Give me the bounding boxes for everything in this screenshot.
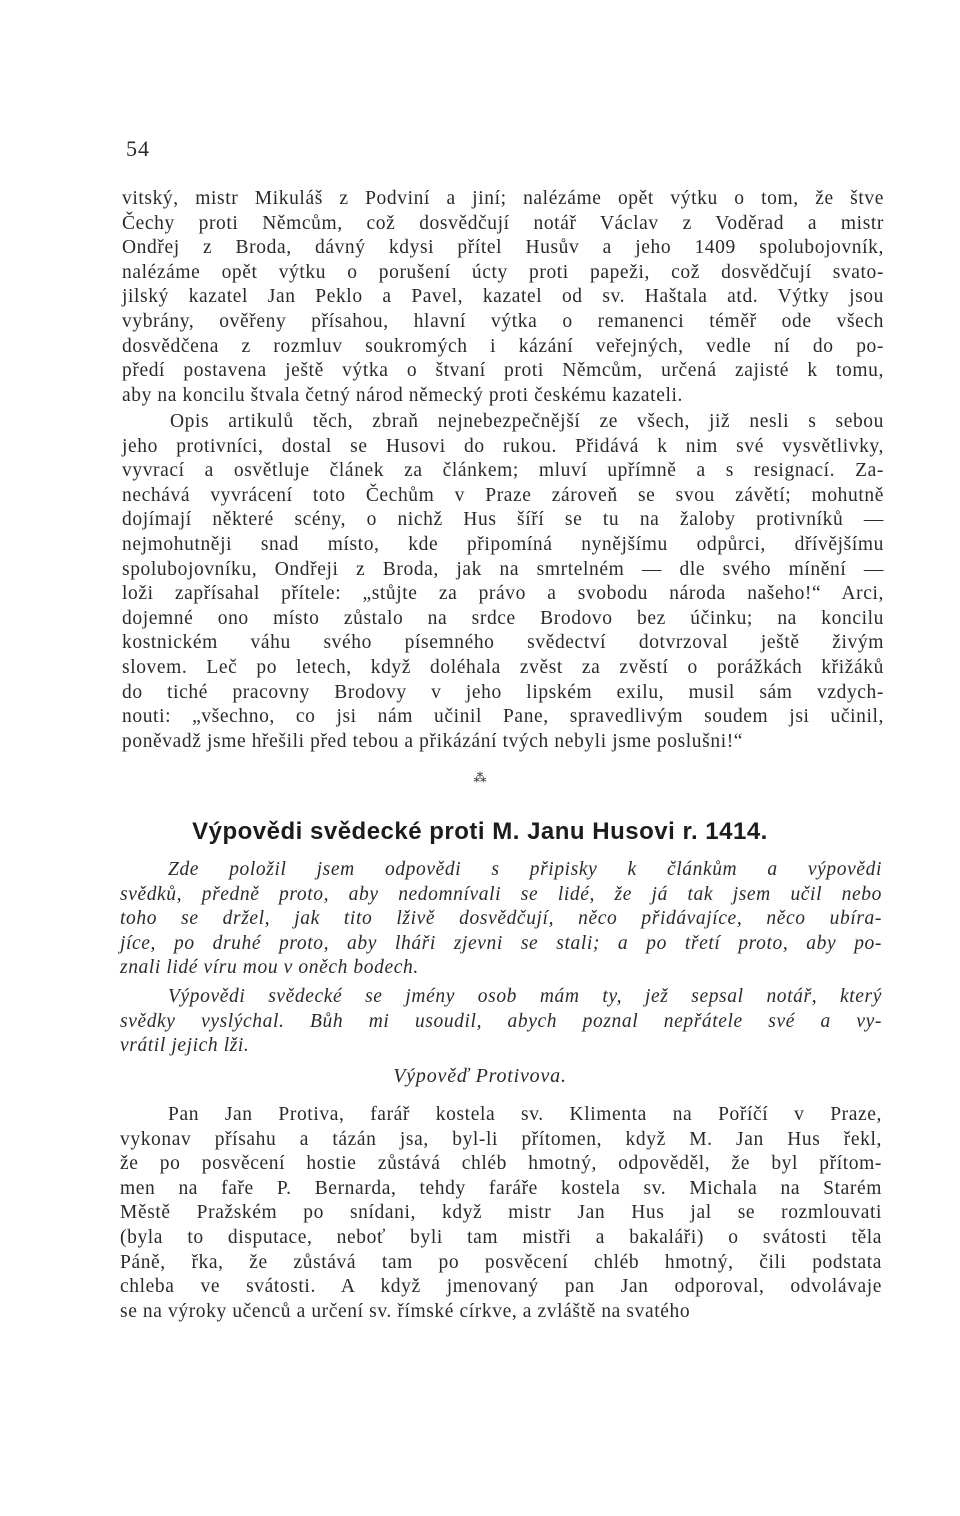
text-line: vitský, mistr Mikuláš z Podviní a jiní; nalézáme opět výtku o tom, že štve — [122, 188, 884, 209]
text-line: Páně, řka, že zůstává tam po posvěcení chléb hmotný, čili podstata — [120, 1251, 882, 1273]
text-line: spolubojovníku, Ondřeji z Broda, jak na smrtelném — dle svého mínění — — [122, 558, 884, 580]
text-line: aby na koncilu štvala četný národ německý proti českému kazateli. — [122, 384, 683, 406]
paragraph-5 — [120, 1103, 882, 1324]
text-line: kostnickém váhu svého písemného svědectví dotvrzoval ještě živým — [122, 632, 884, 654]
subsection-heading: Výpověď Protivova. — [393, 1065, 567, 1087]
text-line: Pan Jan Protiva, farář kostela sv. Klimenta na Poříčí v Praze, — [168, 1104, 882, 1125]
text-line: vyvrací a osvětluje článek za článkem; mluví upřímně a s resignací. Za- — [122, 460, 884, 482]
text-line: loži zapřísahal přítele: „stůjte za právo a svobodu národa našeho!“ Arci, — [122, 583, 884, 605]
text-line: dojímají některé scény, o nichž Hus šíří se tu na žaloby protivníků — — [122, 509, 884, 531]
text-line: men na faře P. Bernarda, tehdy faráře kostela sv. Michala na Starém — [120, 1177, 882, 1199]
text-line: jilský kazatel Jan Peklo a Pavel, kazatel od sv. Haštala atd. Výtky jsou — [122, 286, 884, 308]
text-line: poněvadž jsme hřešili před tebou a přikázání tvých nebyli jsme poslušni!“ — [122, 730, 744, 752]
text-line: vykonav přísahu a tázán jsa, byl-li přítomen, když M. Jan Hus řekl, — [120, 1128, 882, 1150]
ornament: ⁂ — [473, 770, 487, 785]
text-line: svědků, předně proto, aby nedomnívali se lidé, že já tak jsem učil nebo — [120, 883, 882, 905]
page-number: 54 — [126, 136, 150, 161]
text-line: svědky vyslýchal. Bůh mi usoudil, abych poznal nepřátele své a vy- — [120, 1010, 882, 1032]
text-line: do tiché pracovny Brodovy v jeho lipském exilu, musil sám vzdych- — [122, 681, 884, 703]
text-line: jíce, po druhé proto, aby lháři zjevni se stali; a po třetí proto, aby po- — [120, 932, 882, 954]
text-line: jeho protivníci, dostal se Husovi do rukou. Přidává k nim své vysvětlivky, — [122, 435, 884, 457]
text-line: Městě Pražském po snídani, když mistr Jan Hus jal se rozmlouvati — [120, 1202, 882, 1224]
paragraph-3 — [120, 858, 882, 981]
text-line: chleba ve svátosti. A když jmenovaný pan Jan odporoval, odvolávaje — [120, 1276, 882, 1298]
text-line: (byla to disputace, neboť byli tam mistři a bakaláři) o svátosti těla — [120, 1226, 882, 1248]
text-line: nalézáme opět výtku o porušení úcty proti papeži, což dosvědčují svato- — [122, 261, 884, 283]
paragraph-4 — [120, 985, 882, 1059]
text-line: Zde položil jsem odpovědi s připisky k článkům a výpovědi — [168, 859, 882, 880]
text-line: dojemné ono místo zůstalo na srdce Brodovo bez účinku; na koncilu — [122, 607, 884, 629]
text-line: že po posvěcení hostie zůstává chléb hmotný, odpověděl, že byl přítom- — [120, 1153, 882, 1175]
text-line: vrátil jejich lži. — [120, 1035, 250, 1057]
text-line: nejmohutněji snad místo, kde připomíná nynějšímu odpůrci, dřívějšímu — [122, 533, 884, 555]
text-line: Výpovědi svědecké se jmény osob mám ty, jež sepsal notář, který — [168, 986, 882, 1007]
text-line: předí postavena ještě výtka o štvaní proti Němcům, určená zajisté k tomu, — [122, 360, 884, 382]
paragraph-1 — [122, 187, 884, 408]
text-line: nechává vyvrácení toto Čechům v Praze zároveň se svou závětí; mohutně — [122, 484, 884, 506]
text-line: slovem. Leč po letech, když doléhala zvěst za zvěstí o porážkách křižáků — [122, 656, 884, 678]
text-line: znali lidé víru mou v oněch bodech. — [120, 957, 419, 979]
text-line: Ondřej z Broda, dávný kdysi přítel Husův a jeho 1409 spolubojovník, — [122, 237, 884, 259]
section-heading: Výpovědi svědecké proti M. Janu Husovi r. 1414. — [192, 818, 768, 845]
text-line: se na výroky učenců a určení sv. římské církve, a zvláště na svatého — [120, 1300, 691, 1322]
text-line: nouti: „všechno, co jsi nám učinil Pane, spravedlivým soudem jsi učinil, — [122, 706, 884, 728]
text-line: toho se držel, jak tito lživě dosvědčují, něco přidávajíce, něco ubíra- — [120, 908, 882, 930]
text-line: vybrány, ověřeny přísahou, hlavní výtka o remanenci téměř ode všech — [122, 310, 884, 332]
text-line: Čechy proti Němcům, což dosvědčují notář Václav z Voděrad a mistr — [122, 212, 884, 234]
text-line: dosvědčena z rozmluv soukromých i kázání veřejných, vedle ní do po- — [122, 335, 884, 357]
paragraph-2 — [122, 410, 884, 754]
text-line: Opis artikulů těch, zbraň nejnebezpečnější ze všech, již nesli s sebou — [170, 411, 884, 432]
